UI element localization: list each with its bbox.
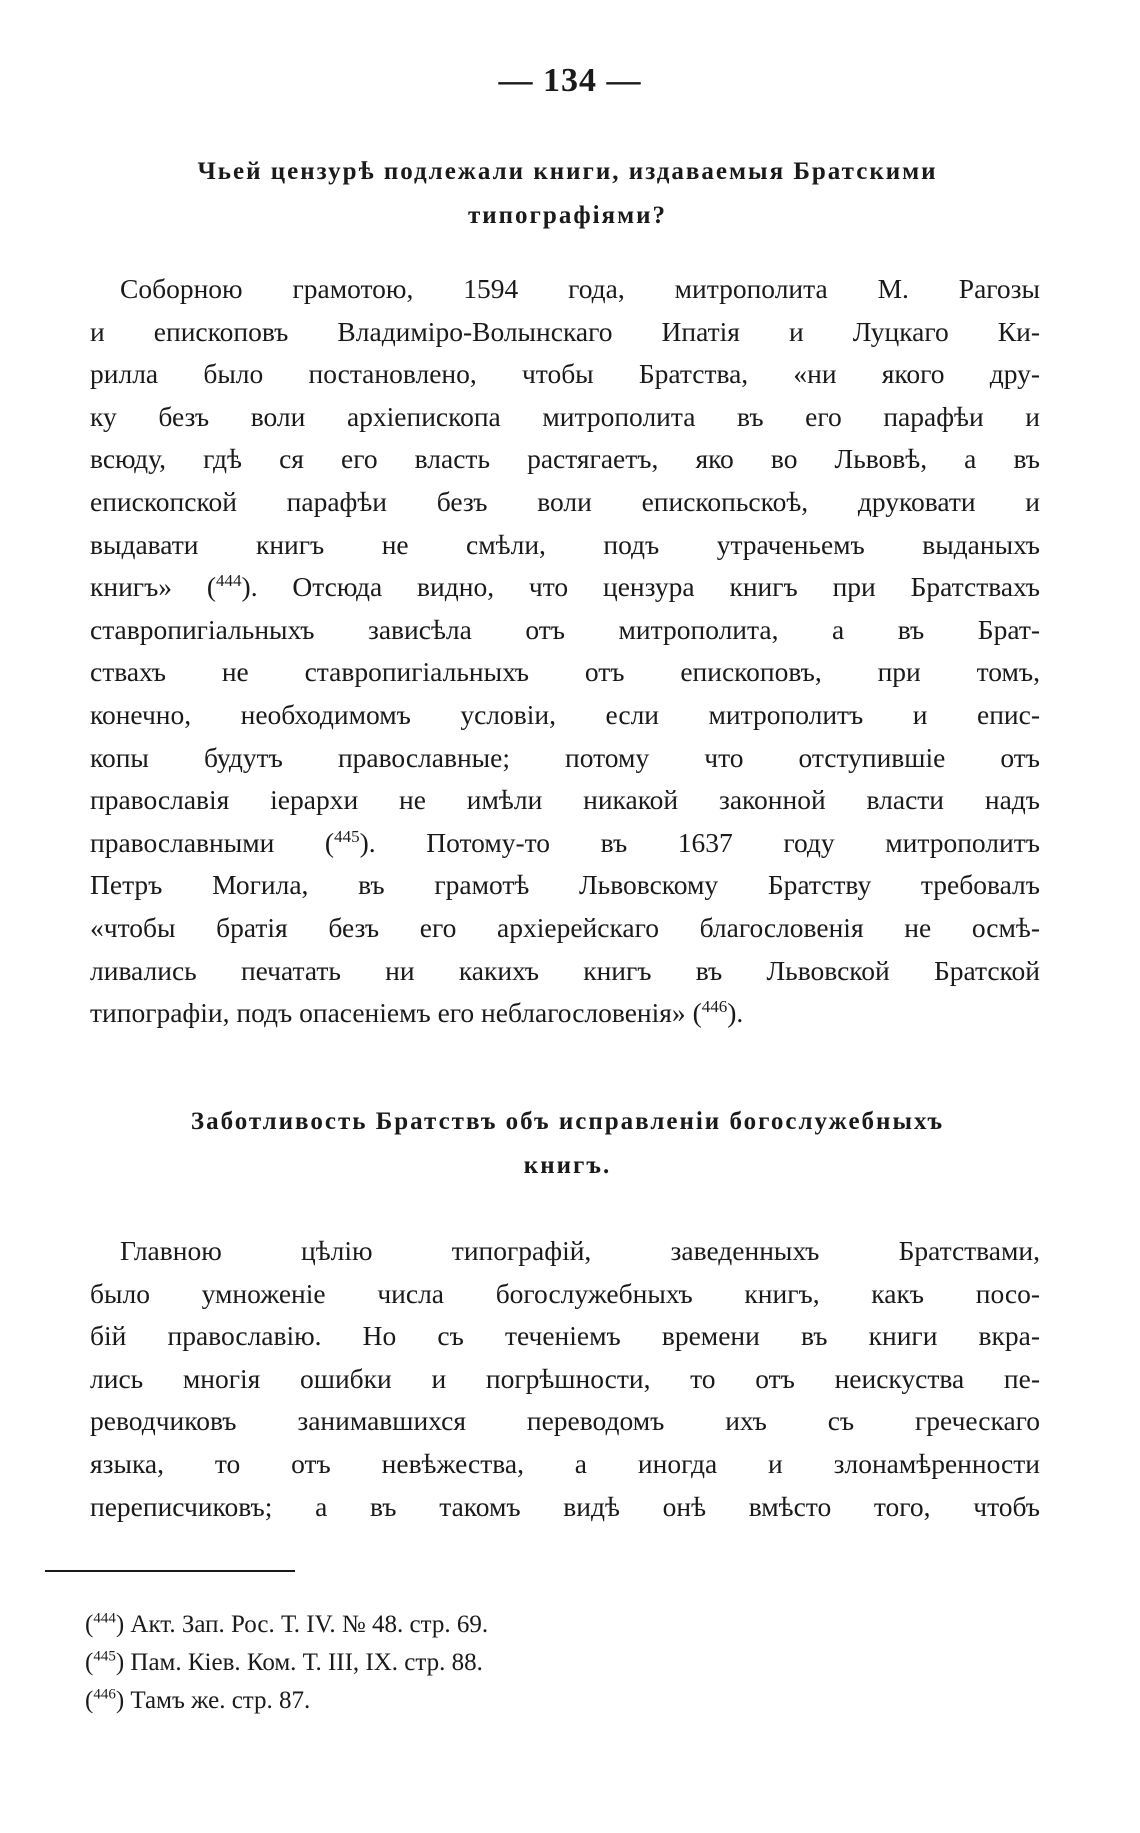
text-fragment: типографіи, подъ опасеніемъ его неблагословенія» bbox=[90, 997, 686, 1029]
footnote-reference: 445 bbox=[334, 826, 360, 846]
text-line: Соборною грамотою, 1594 года, митрополита М. Рагозы bbox=[120, 273, 1040, 304]
text-line: выдавати книгъ не смѣли, подъ утраченьемъ выданыхъ bbox=[90, 528, 1040, 560]
text-fragment: книгъ» bbox=[90, 571, 173, 603]
heading-line: Заботливость Братствъ объ исправленіи богослужебныхъ bbox=[190, 1108, 945, 1135]
footnote-text: Пам. Кіев. Ком. Т. III, IX. стр. 88. bbox=[130, 1649, 483, 1676]
footnote-reference: 444 bbox=[216, 571, 242, 590]
page-number: — 134 — bbox=[498, 62, 642, 99]
text-line: епископской парафѣи безъ воли епископьскоѣ, друковати и bbox=[90, 485, 1040, 517]
text-line-with-footnote: книгъ» ($^{444}$). Отсюда видно, что цензура книгъ при Братствахъ bbox=[90, 571, 1040, 603]
section-heading-censorship bbox=[95, 150, 1040, 238]
text-line: ливались печатать ни какихъ книгъ въ Львовской Братской bbox=[90, 954, 1040, 986]
text-line: Петръ Могила, въ грамотѣ Львовскому Братству требовалъ bbox=[90, 869, 1040, 901]
footnote-text: Акт. Зап. Рос. Т. IV. № 48. стр. 69. bbox=[130, 1611, 489, 1638]
text-fragment: ). Потому-то въ 1637 году митрополитъ bbox=[359, 826, 1040, 858]
footnote-446: ($^{446}$) Тамъ же. стр. 87. bbox=[85, 1686, 311, 1714]
text-line: и епископовъ Владиміро-Волынскаго Ипатія и Луцкаго Ки- bbox=[90, 315, 1040, 347]
heading-line: Чьей цензурѣ подлежали книги, издаваемыя Братскими bbox=[197, 158, 938, 185]
heading-line: типографіями? bbox=[467, 202, 668, 229]
text-line: всюду, гдѣ ся его власть растягаетъ, яко во Львовѣ, а въ bbox=[90, 443, 1040, 475]
text-line-with-footnote: православными ($^{445}$). Потому-то въ 1637 году митрополитъ bbox=[90, 826, 1040, 858]
text-line: копы будутъ православные; потому что отступившіе отъ bbox=[90, 741, 1040, 773]
footnote-marker: 445 bbox=[93, 1648, 116, 1665]
text-line: рилла было постановлено, чтобы Братства, «ни якого дру- bbox=[90, 358, 1040, 390]
footnote-divider bbox=[45, 1570, 295, 1572]
text-line: ку безъ воли архіепископа митрополита въ его парафѣи и bbox=[90, 400, 1040, 432]
footnote-marker: 444 bbox=[93, 1610, 116, 1627]
footnotes bbox=[85, 1606, 985, 1720]
footnote-445: ($^{445}$) Пам. Кіев. Ком. Т. III, IX. стр. 88. bbox=[85, 1648, 483, 1676]
section-heading-book-correction bbox=[95, 1100, 1040, 1188]
text-line: конечно, необходимомъ условіи, если митрополитъ и епис- bbox=[90, 698, 1040, 730]
text-line: переписчиковъ; а въ такомъ видѣ онѣ вмѣсто того, чтобъ bbox=[90, 1490, 1040, 1522]
footnote-text: Тамъ же. стр. 87. bbox=[130, 1687, 311, 1714]
text-line: Главною цѣлію типографій, заведенныхъ Братствами, bbox=[120, 1235, 1040, 1266]
text-fragment: ). Отсюда видно, что цензура книгъ при Братствахъ bbox=[241, 571, 1040, 603]
text-fragment: ). bbox=[727, 997, 744, 1029]
text-line: ствахъ не ставропигіальныхъ отъ епископовъ, при томъ, bbox=[90, 656, 1040, 688]
text-line: языка, то отъ невѣжества, а иногда и злонамѣренности bbox=[90, 1447, 1040, 1479]
text-line: ставропигіальныхъ зависѣла отъ митрополита, а въ Брат- bbox=[90, 613, 1040, 645]
heading-line: книгъ. bbox=[523, 1152, 612, 1179]
text-line: было умноженіе числа богослужебныхъ книгъ, какъ посо- bbox=[90, 1277, 1040, 1309]
text-line: «чтобы братія безъ его архіерейскаго благословенія не осмѣ- bbox=[90, 911, 1040, 943]
paragraph-censorship bbox=[90, 268, 1040, 1035]
footnote-444: ($^{444}$) Акт. Зап. Рос. Т. IV. № 48. стр. 69. bbox=[85, 1610, 489, 1638]
footnote-reference: 446 bbox=[701, 996, 728, 1016]
paragraph-book-correction bbox=[90, 1230, 1040, 1528]
text-line: бій православію. Но съ теченіемъ времени въ книги вкра- bbox=[90, 1320, 1040, 1352]
footnote-marker: 446 bbox=[93, 1686, 116, 1703]
text-fragment: православными bbox=[90, 826, 275, 858]
text-line: лись многія ошибки и погрѣшности, то отъ неискуства пе- bbox=[90, 1362, 1040, 1394]
text-line: реводчиковъ занимавшихся переводомъ ихъ съ греческаго bbox=[90, 1405, 1040, 1437]
text-line-with-footnote: типографіи, подъ опасеніемъ его неблагословенія» ($^{446}$). bbox=[90, 996, 744, 1029]
text-line: православія іерархи не имѣли никакой законной власти надъ bbox=[90, 784, 1040, 816]
